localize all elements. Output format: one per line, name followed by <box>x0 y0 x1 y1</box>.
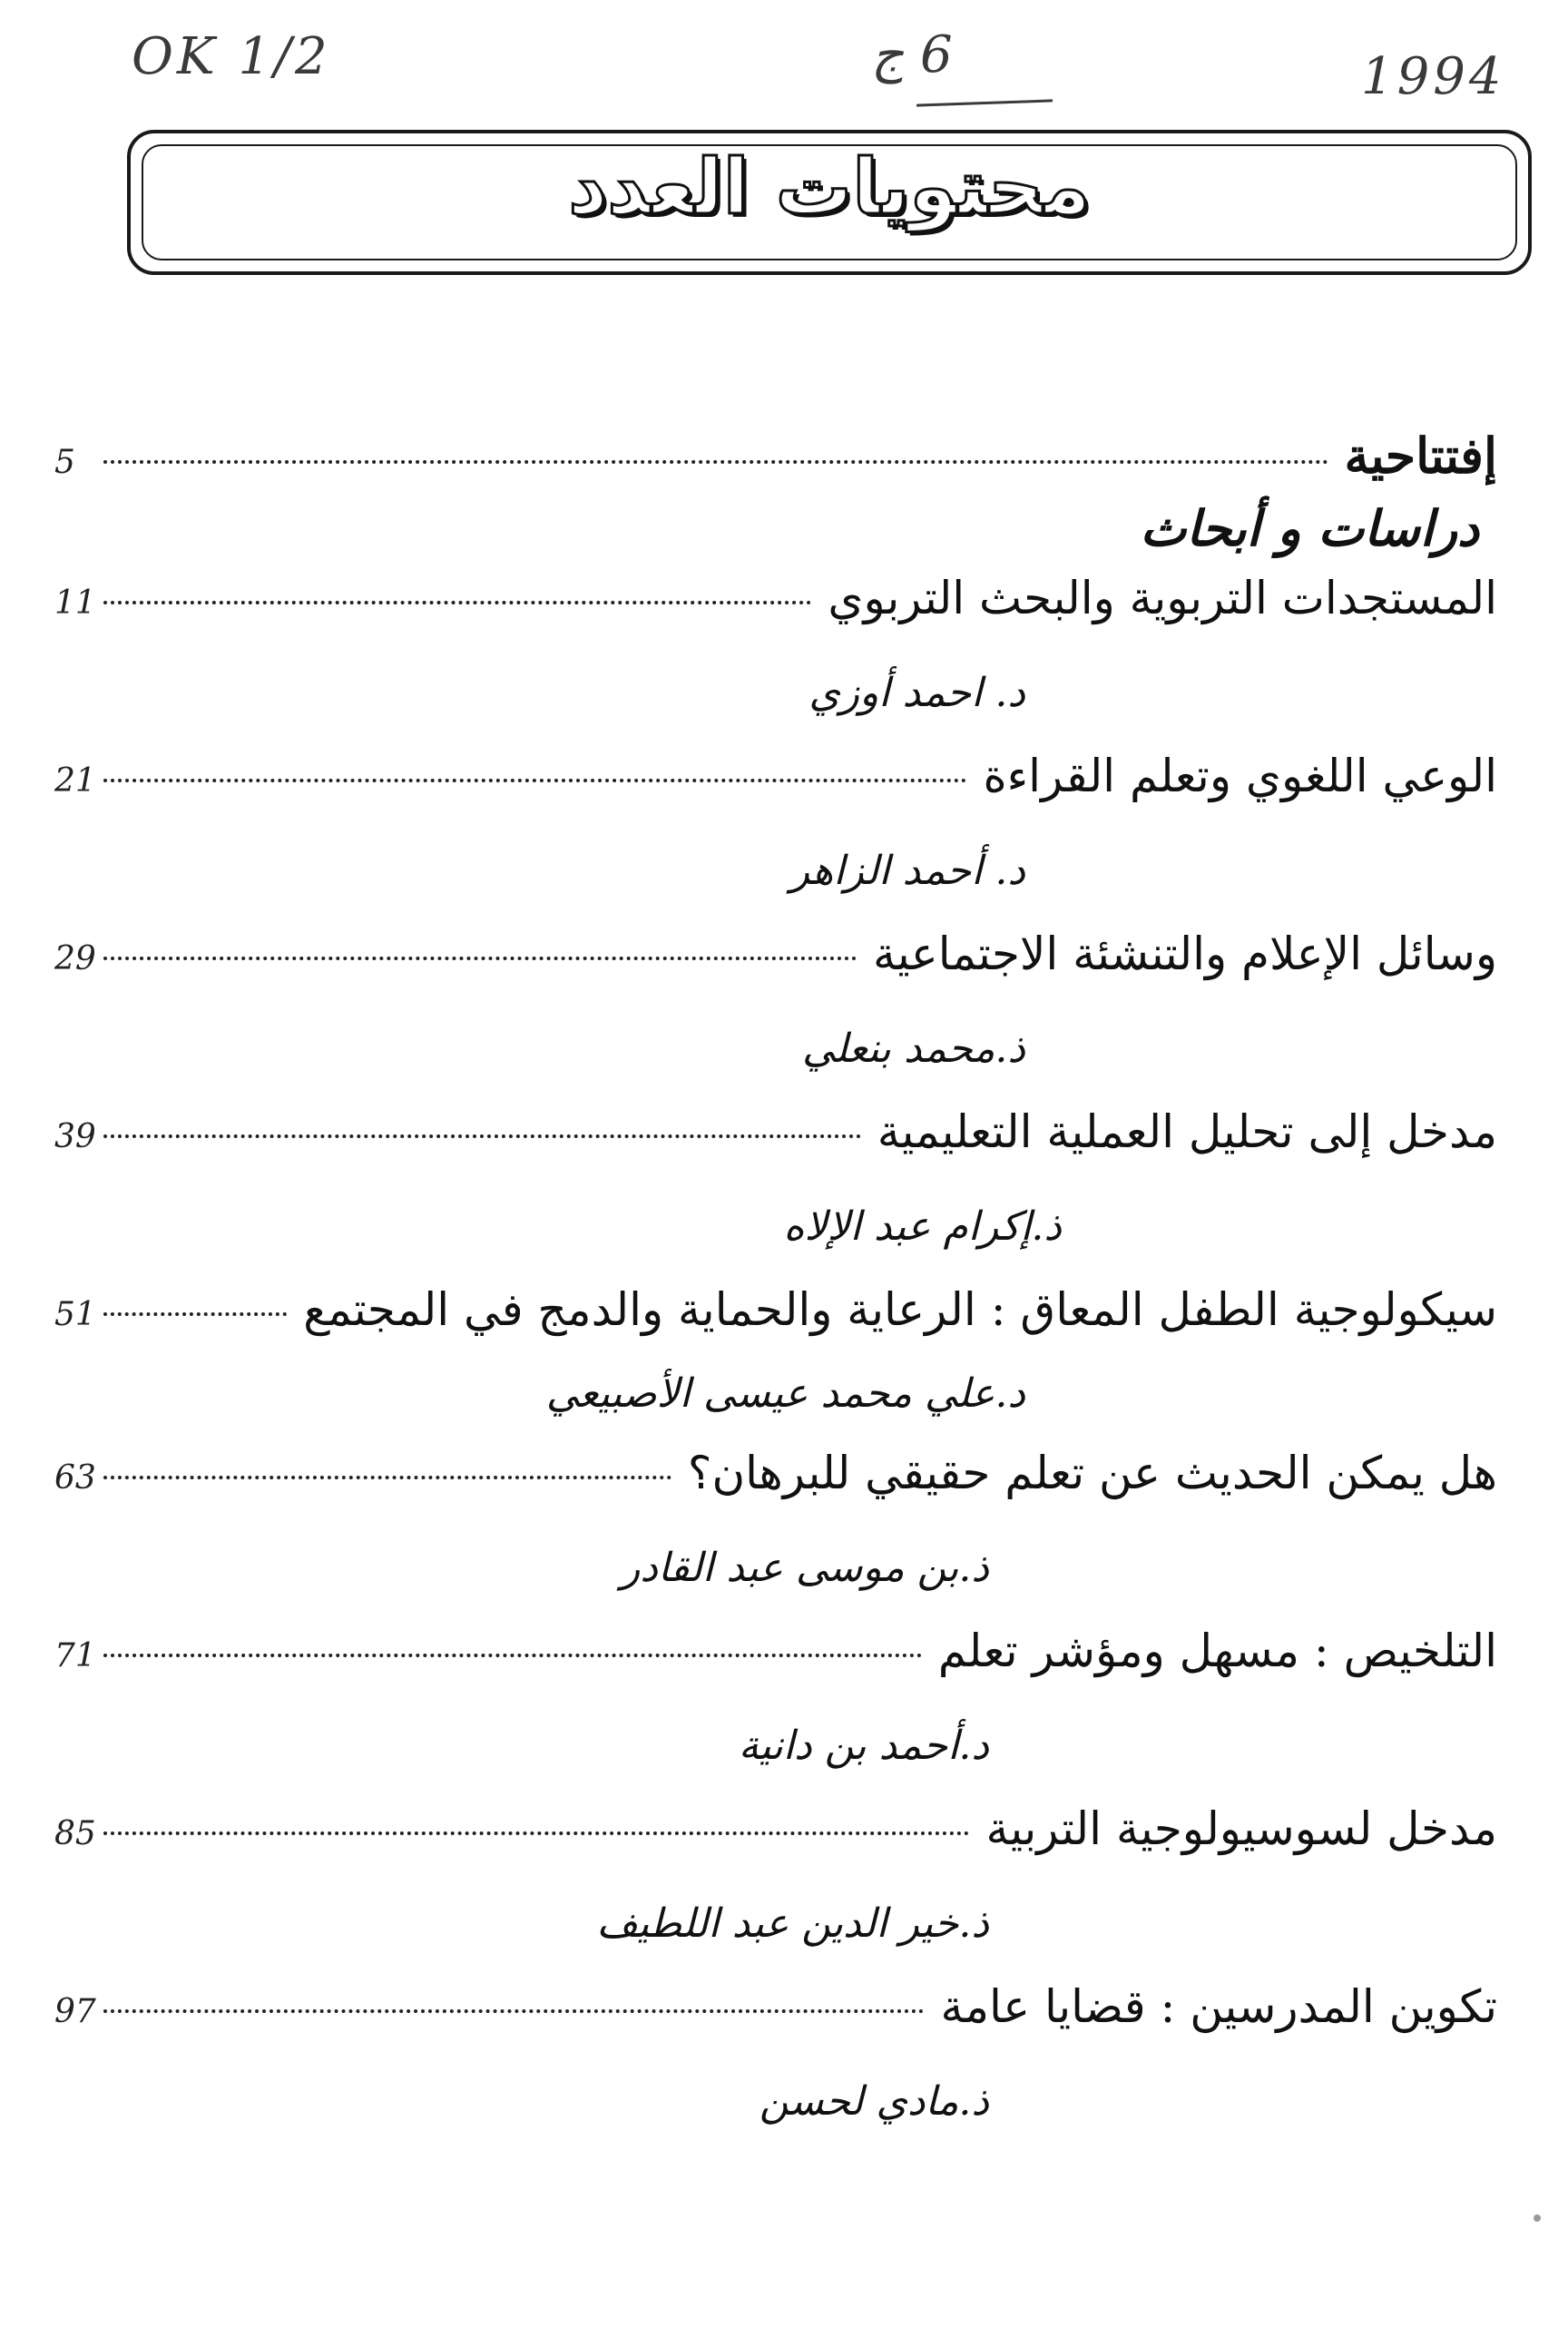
toc-entry <box>54 1625 1497 1802</box>
toc-entry-title: وسائل الإعلام والتنشئة الاجتماعية <box>873 928 1497 980</box>
page-number: 97 <box>54 1993 96 2030</box>
toc-entry-row <box>54 1802 1497 1868</box>
handwritten-note-year: 1994 <box>1361 47 1505 106</box>
toc-entry-author: ذ.مادي لحسن <box>759 2078 989 2125</box>
dot-leader <box>103 1134 861 1138</box>
page-number: 29 <box>54 940 96 977</box>
toc-entry-title: الوعي اللغوي وتعلم القراءة <box>983 750 1497 802</box>
table-of-contents <box>54 427 1497 2158</box>
toc-entry-row <box>54 750 1497 815</box>
page-number: 11 <box>54 584 96 622</box>
dot-leader <box>103 460 1328 464</box>
dot-leader <box>103 2009 924 2013</box>
toc-entry-author: ذ.خير الدين عبد اللطيف <box>596 1900 989 1947</box>
toc-entry-author: ذ.بن موسى عبد القادر <box>621 1545 989 1591</box>
handwritten-underline <box>916 99 1053 106</box>
toc-entry-author: د. احمد أوزي <box>808 670 1025 716</box>
dot-leader <box>103 779 966 782</box>
toc-entry-row <box>54 1625 1497 1690</box>
dot-leader <box>103 1476 671 1479</box>
dot-leader <box>103 1654 922 1657</box>
page-number: 51 <box>54 1296 96 1333</box>
toc-entry-title: المستجدات التربوية والبحث التربوي <box>828 572 1497 624</box>
toc-entry-row <box>54 928 1497 993</box>
toc-entry <box>54 1447 1497 1625</box>
toc-entry-author: د.أحمد بن دانية <box>738 1723 989 1769</box>
toc-entry-title: تكوين المدرسين : قضايا عامة <box>940 1980 1497 2033</box>
toc-opening-row <box>54 427 1497 499</box>
toc-entry-row <box>54 572 1497 637</box>
page-number: 21 <box>54 762 96 800</box>
toc-entry-title: التلخيص : مسهل ومؤشر تعلم <box>937 1625 1497 1677</box>
toc-entry <box>54 1802 1497 1980</box>
dot-leader <box>103 957 857 960</box>
toc-entry <box>54 1980 1497 2158</box>
page-number: 5 <box>54 444 75 481</box>
toc-entry-title: هل يمكن الحديث عن تعلم حقيقي للبرهان؟ <box>687 1447 1497 1499</box>
toc-entry-author: د.علي محمد عيسى الأصبيعي <box>545 1370 1025 1417</box>
page-number: 85 <box>54 1815 96 1852</box>
toc-entry-row <box>54 1980 1497 2046</box>
toc-entry-title: سيكولوجية الطفل المعاق : الرعاية والحماية والدمج في المجتمع <box>303 1283 1497 1336</box>
toc-entry-author: ذ.محمد بنعلي <box>801 1026 1025 1072</box>
page-number: 63 <box>54 1459 96 1497</box>
dot-leader <box>103 601 811 604</box>
toc-entry-title: مدخل لسوسيولوجية التربية <box>985 1802 1497 1855</box>
toc-entry <box>54 1105 1497 1283</box>
toc-entry <box>54 928 1497 1105</box>
section-title: دراسات و أبحاث <box>1140 499 1479 557</box>
toc-entry <box>54 750 1497 928</box>
page-number: 71 <box>54 1637 96 1674</box>
toc-entry <box>54 1283 1497 1447</box>
dot-leader <box>103 1312 287 1316</box>
toc-entry-title: مدخل إلى تحليل العملية التعليمية <box>877 1105 1497 1158</box>
toc-entry <box>54 572 1497 750</box>
toc-entry-author: د. أحمد الزاهر <box>789 848 1025 894</box>
toc-entry-row <box>54 1447 1497 1512</box>
page-number: 39 <box>54 1118 96 1155</box>
toc-entry-row <box>54 1105 1497 1171</box>
scan-speck <box>1534 2214 1541 2222</box>
dot-leader <box>103 1831 969 1835</box>
title-frame <box>127 130 1532 275</box>
toc-entry-row <box>54 1283 1497 1349</box>
handwritten-note-left: OK 1/2 <box>132 27 331 86</box>
handwritten-note-center: 6 ج <box>871 25 953 84</box>
page-title: محتويات العدد <box>568 142 1091 231</box>
toc-entry-author: ذ.إكرام عبد الإلاه <box>783 1203 1062 1250</box>
toc-opening-label: إفتتاحية <box>1344 427 1497 485</box>
